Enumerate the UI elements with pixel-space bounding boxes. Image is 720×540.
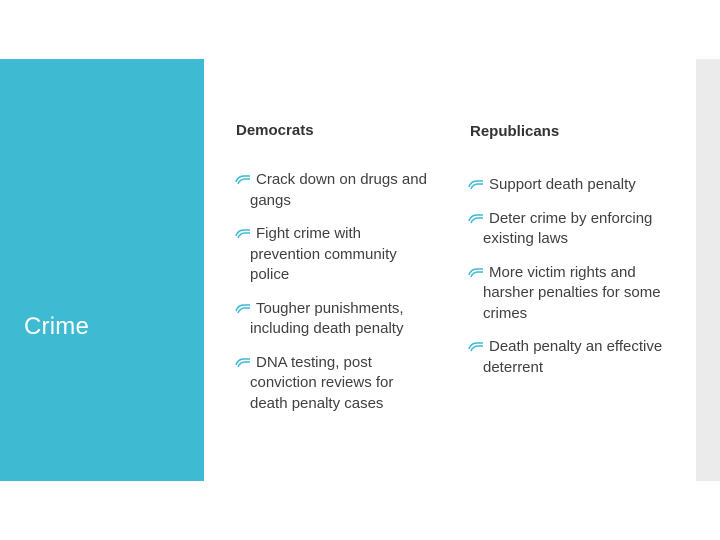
democrats-header: Democrats [236, 122, 314, 139]
title-panel [0, 59, 204, 481]
list-item [469, 175, 665, 196]
scroll-bullet-icon [467, 337, 485, 355]
list-item [236, 353, 432, 415]
democrats-item-2: Fight crime with prevention community police [250, 225, 397, 283]
republicans-item-3: More victim rights and harsher penalties for some crimes [483, 263, 661, 322]
scroll-bullet-icon [467, 263, 485, 281]
scroll-bullet-icon [467, 175, 485, 193]
slide-title: Crime [24, 313, 89, 340]
list-item [236, 170, 432, 211]
scroll-bullet-icon [234, 353, 252, 371]
list-item [469, 263, 665, 325]
list-item [236, 299, 432, 340]
republicans-item-1: Support death penalty [489, 176, 636, 193]
democrats-item-1: Crack down on drugs and gangs [250, 171, 427, 209]
right-edge-strip [696, 59, 720, 481]
republicans-list [469, 175, 665, 391]
scroll-bullet-icon [234, 299, 252, 317]
republicans-header: Republicans [470, 123, 560, 140]
list-item [236, 224, 432, 286]
scroll-bullet-icon [234, 170, 252, 188]
list-item [469, 209, 665, 250]
democrats-list [236, 170, 432, 427]
democrats-item-4: DNA testing, post conviction reviews for death penalty cases [250, 353, 394, 412]
scroll-bullet-icon [467, 209, 485, 227]
republicans-item-4: Death penalty an effective deterrent [483, 338, 663, 376]
list-item [469, 337, 665, 378]
republicans-item-2: Deter crime by enforcing existing laws [483, 209, 653, 247]
democrats-item-3: Tougher punishments, including death penalty [250, 299, 404, 337]
scroll-bullet-icon [234, 224, 252, 242]
